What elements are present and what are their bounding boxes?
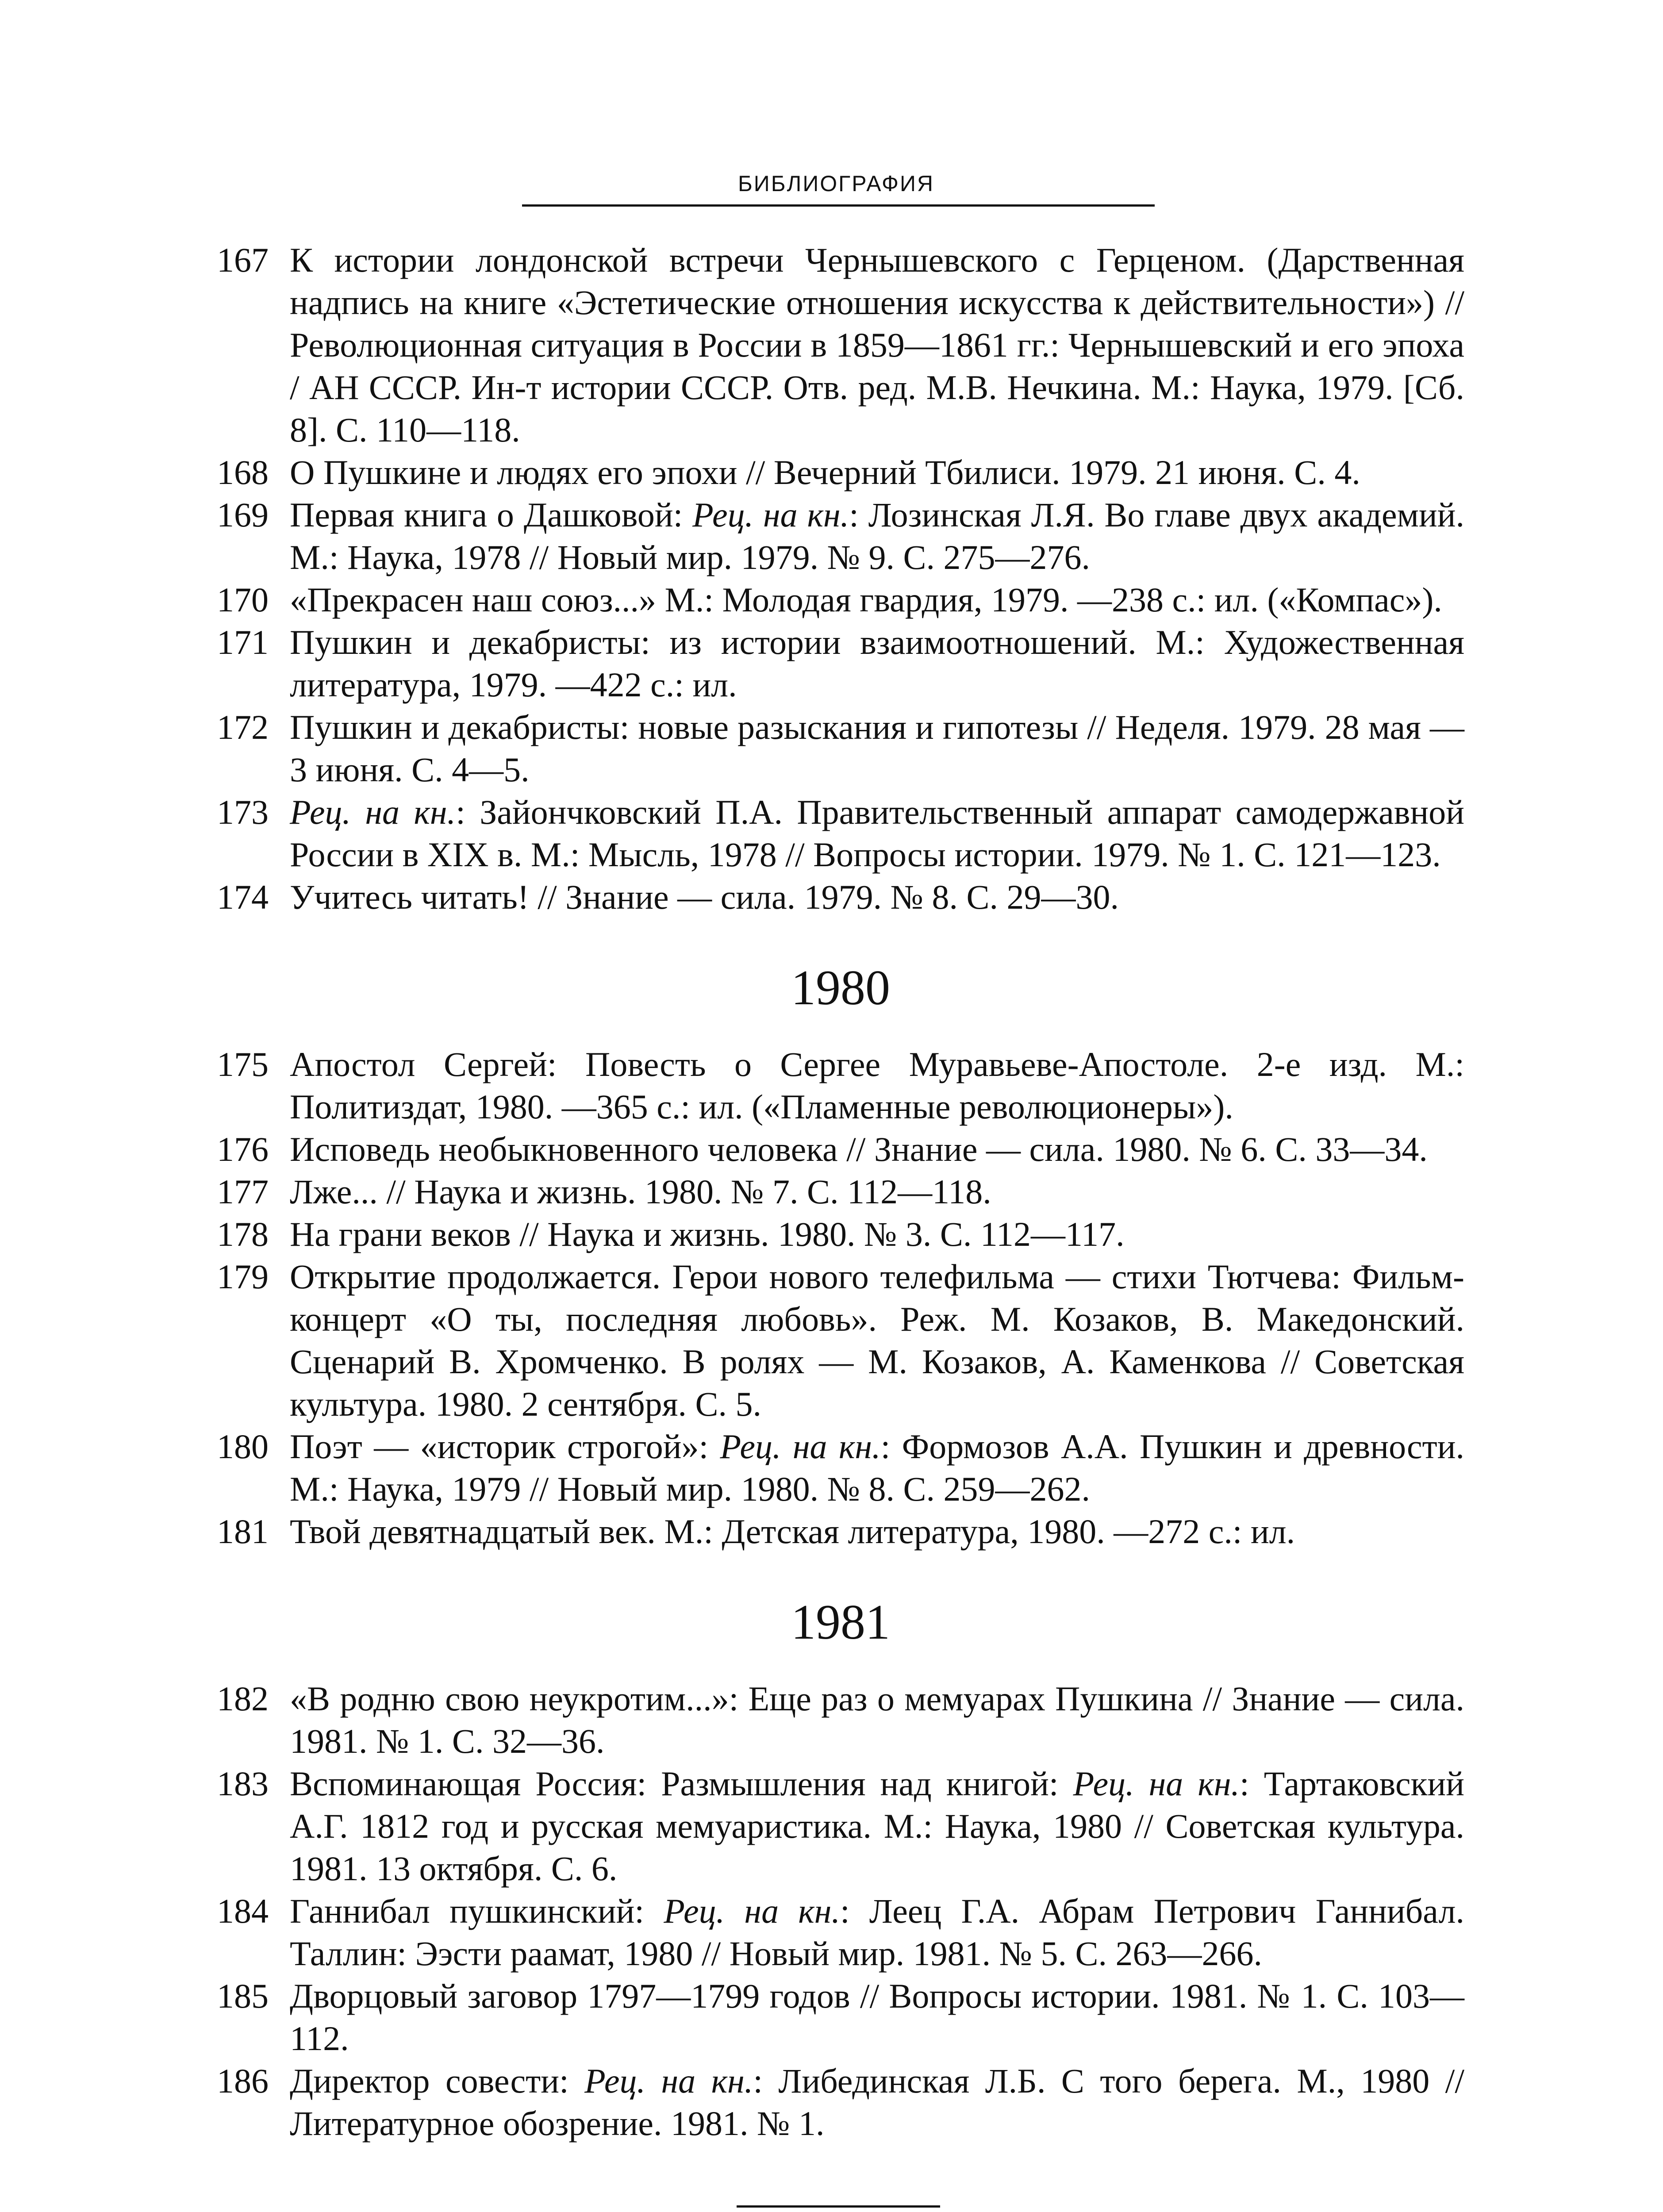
entry-number: 173 [217, 793, 269, 831]
entry-number: 180 [217, 1427, 269, 1466]
entry-text: О Пушкине и людях его эпохи // Вечерний Тбилиси. 1979. 21 июня. С. 4. [290, 453, 1360, 492]
entry-text-part: Поэт — «историк строгой»: [290, 1427, 720, 1466]
entry-number: 185 [217, 1977, 269, 2015]
bibliography-entry-182 [217, 1678, 1464, 1763]
entry-text-part: Ганнибал пушкинский: [290, 1892, 664, 1930]
bibliography-entry-179 [217, 1256, 1464, 1425]
entry-number: 176 [217, 1130, 269, 1168]
bibliography-entry-174 [217, 876, 1464, 918]
entry-number: 174 [217, 878, 269, 916]
entry-text-part: : Формозов А.А. Пушкин и древности. М.: Наука, 1979 // Новый мир. 1980. № 8. С. 259—262. [290, 1427, 1464, 1508]
entry-text: Открытие продолжается. Герои нового телефильма — стихи Тютчева: Фильм-концерт «О ты, последняя любовь». Реж. М. Козаков, В. Македонский. Сценарий В. Хромченко. В ролях — М. Козаков, А. Каменкова // Советская культура. 1980. 2 сентября. С. 5. [290, 1257, 1464, 1423]
entry-text-part: : Тартаковский А.Г. 1812 год и русская мемуаристика. М.: Наука, 1980 // Советская культура. 1981. 13 октября. С. 6. [290, 1764, 1464, 1888]
entry-text-part: Первая книга о Дашковой: [290, 495, 693, 534]
entry-number: 175 [217, 1045, 269, 1083]
bibliography-entry-183 [217, 1763, 1464, 1890]
bibliography-entry-167 [217, 239, 1464, 451]
entry-text: Дворцовый заговор 1797—1799 годов // Вопросы истории. 1981. № 1. С. 103—112. [290, 1977, 1464, 2058]
entry-text [290, 793, 1464, 874]
bibliography-entry-178 [217, 1213, 1464, 1256]
entry-text-part: : Зайончковский П.А. Правительственный аппарат самодержавной России в XIX в. М.: Мысль, 1978 // Вопросы истории. 1979. № 1. С. 121—123. [290, 793, 1465, 874]
entry-text-part: : Либединская Л.Б. С того берега. М., 1980 // Литературное обозрение. 1981. № 1. [290, 2062, 1465, 2143]
review-marker: Рец. на кн. [584, 2062, 753, 2100]
entry-number: 184 [217, 1892, 269, 1930]
entry-text [290, 495, 1464, 576]
bibliography-entry-170 [217, 579, 1464, 621]
entry-text-part: Вспоминающая Россия: Размышления над книгой: [290, 1764, 1073, 1803]
entry-text [290, 2062, 1464, 2143]
entry-number: 186 [217, 2062, 269, 2100]
entry-text [290, 1764, 1464, 1888]
bibliography-entry-171 [217, 621, 1464, 706]
entry-number: 168 [217, 453, 269, 492]
footer-rule [737, 2205, 940, 2208]
bibliography-entry-169 [217, 494, 1464, 579]
bibliography-entry-184 [217, 1890, 1464, 1975]
entry-text: Апостол Сергей: Повесть о Сергее Муравьеве-Апостоле. 2-е изд. М.: Политиздат, 1980. —365 с.: ил. («Пламенные революционеры»). [290, 1045, 1464, 1126]
entry-number: 169 [217, 495, 269, 534]
entry-text: Пушкин и декабристы: из истории взаимоотношений. М.: Художественная литература, 1979. —422 с.: ил. [290, 623, 1464, 704]
entry-text: Учитесь читать! // Знание — сила. 1979. № 8. С. 29—30. [290, 878, 1119, 916]
review-marker: Рец. на кн. [290, 793, 456, 831]
entry-text: Исповедь необыкновенного человека // Знание — сила. 1980. № 6. С. 33—34. [290, 1130, 1428, 1168]
year-heading-1980: 1980 [791, 960, 890, 1015]
bibliography-entry-181 [217, 1510, 1464, 1553]
entry-text: К истории лондонской встречи Чернышевского с Герценом. (Дарственная надпись на книге «Эстетические отношения искусства к действительности») // Революционная ситуация в России в 1859—1861 гг.: Чернышевский и его эпоха / АН СССР. Ин-т истории СССР. Отв. ред. М.В. Нечкина. М.: Наука, 1979. [Сб. 8]. С. 110—118. [290, 241, 1464, 449]
bibliography-entry-180 [217, 1425, 1464, 1510]
entry-number: 171 [217, 623, 269, 661]
entry-text-part: : Леец Г.А. Абрам Петрович Ганнибал. Таллин: Ээсти раамат, 1980 // Новый мир. 1981. № 5. С. 263—266. [290, 1892, 1464, 1973]
entry-number: 170 [217, 580, 269, 619]
header-rule [522, 204, 1155, 207]
entry-text [290, 1427, 1464, 1508]
entry-text: «В родню свою неукротим...»: Еще раз о мемуарах Пушкина // Знание — сила. 1981. № 1. С. 32—36. [290, 1679, 1464, 1760]
entry-text-part: Директор совести: [290, 2062, 585, 2100]
entry-text: Лже... // Наука и жизнь. 1980. № 7. С. 112—118. [290, 1172, 991, 1211]
bibliography-entry-185 [217, 1975, 1464, 2060]
bibliography-entry-173 [217, 791, 1464, 876]
entry-text: Твой девятнадцатый век. М.: Детская литература, 1980. —272 с.: ил. [290, 1512, 1295, 1551]
running-head: БИБЛИОГРАФИЯ [737, 171, 935, 196]
entry-number: 183 [217, 1764, 269, 1803]
entry-number: 182 [217, 1679, 269, 1718]
entry-number: 177 [217, 1172, 269, 1211]
year-heading-1981: 1981 [791, 1595, 890, 1650]
bibliography-entry-172 [217, 706, 1464, 791]
review-marker: Рец. на кн. [664, 1892, 840, 1930]
entry-text: «Прекрасен наш союз...» М.: Молодая гвардия, 1979. —238 с.: ил. («Компас»). [290, 580, 1442, 619]
entry-text: На грани веков // Наука и жизнь. 1980. № 3. С. 112—117. [290, 1215, 1125, 1253]
review-marker: Рец. на кн. [720, 1427, 881, 1466]
entry-number: 178 [217, 1215, 269, 1253]
bibliography-entry-168 [217, 451, 1464, 494]
bibliography-entry-175 [217, 1043, 1464, 1128]
entry-number: 181 [217, 1512, 269, 1551]
entry-text [290, 1892, 1464, 1973]
entry-number: 167 [217, 241, 269, 279]
entry-text: Пушкин и декабристы: новые разыскания и гипотезы // Неделя. 1979. 28 мая —3 июня. С. 4—5. [290, 708, 1464, 789]
bibliography-entry-177 [217, 1171, 1464, 1213]
entry-number: 179 [217, 1257, 269, 1296]
review-marker: Рец. на кн. [1073, 1764, 1240, 1803]
bibliography-entry-176 [217, 1128, 1464, 1171]
bibliography-list [217, 239, 1464, 2145]
bibliography-entry-186 [217, 2060, 1464, 2145]
entry-text-part: : Лозинская Л.Я. Во главе двух академий. М.: Наука, 1978 // Новый мир. 1979. № 9. С. 275—276. [290, 495, 1464, 576]
entry-number: 172 [217, 708, 269, 746]
review-marker: Рец. на кн. [692, 495, 849, 534]
